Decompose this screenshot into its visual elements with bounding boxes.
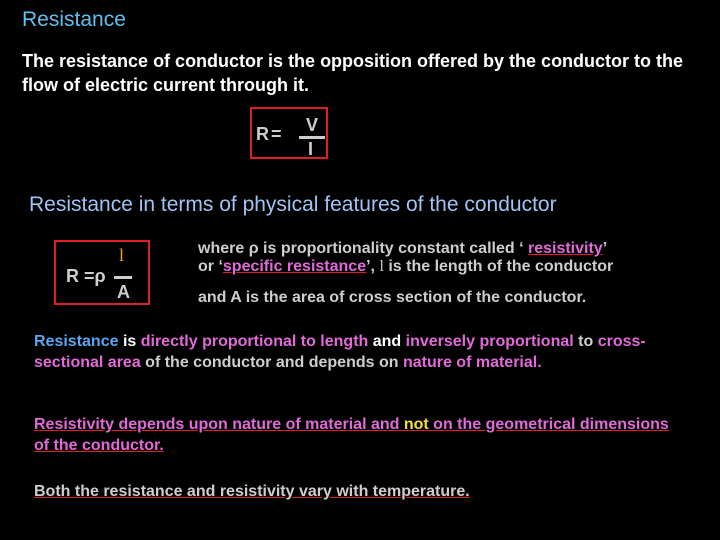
text-segment: on the geometrical dimensions of the conductor. [34, 416, 669, 454]
formula-denominator: A [117, 282, 130, 302]
resistance-definition: The resistance of conductor is the opposition offered by the conductor to the flow of electric current through it. [22, 51, 684, 95]
explanation-line-1 [198, 240, 718, 258]
text-segment: ’ [602, 240, 608, 257]
text-segment: and [368, 333, 406, 350]
formula-lhs: R= [256, 124, 284, 144]
formula-numerator: V [306, 115, 319, 135]
text-segment: to [573, 333, 598, 350]
text-segment: is [118, 333, 141, 350]
slide-title: Resistance [22, 8, 126, 31]
text-segment: Resistance [34, 333, 119, 350]
resistivity-formula-box [54, 240, 150, 305]
text-segment: is the length of the conductor [383, 258, 614, 275]
proportionality-paragraph [34, 331, 674, 373]
text-segment: directly proportional to length [140, 333, 369, 350]
fraction-bar [114, 276, 132, 279]
formula-numerator: l [119, 245, 125, 265]
section-subheading: Resistance in terms of physical features of the conductor [29, 193, 557, 216]
ohms-law-formula-box [250, 107, 328, 159]
temperature-paragraph: Both the resistance and resistivity vary with temperature. [34, 483, 470, 500]
text-segment: not [403, 416, 429, 433]
text-segment: of the conductor and depends on [140, 354, 403, 371]
text-segment: ’, [366, 258, 380, 275]
text-segment: where ρ is proportionality constant called ‘ [198, 240, 528, 257]
text-segment: cross-sectional area [34, 333, 646, 371]
resistivity-explanation [198, 240, 718, 276]
explanation-line-2 [198, 258, 718, 276]
term-specific-resistance: specific resistance [222, 258, 367, 275]
formula-lhs: R =ρ [66, 266, 106, 286]
formula-denominator: I [308, 139, 314, 159]
text-segment: Resistivity depends upon nature of material and [34, 416, 404, 433]
text-segment: inversely proportional [405, 333, 574, 350]
length-symbol: l [379, 258, 384, 275]
area-explanation: and A is the area of cross section of the conductor. [198, 289, 587, 306]
resistivity-paragraph [34, 414, 674, 456]
term-resistivity: resistivity [527, 240, 603, 257]
text-segment: or ‘ [198, 258, 223, 275]
text-segment: nature of material. [402, 354, 542, 371]
